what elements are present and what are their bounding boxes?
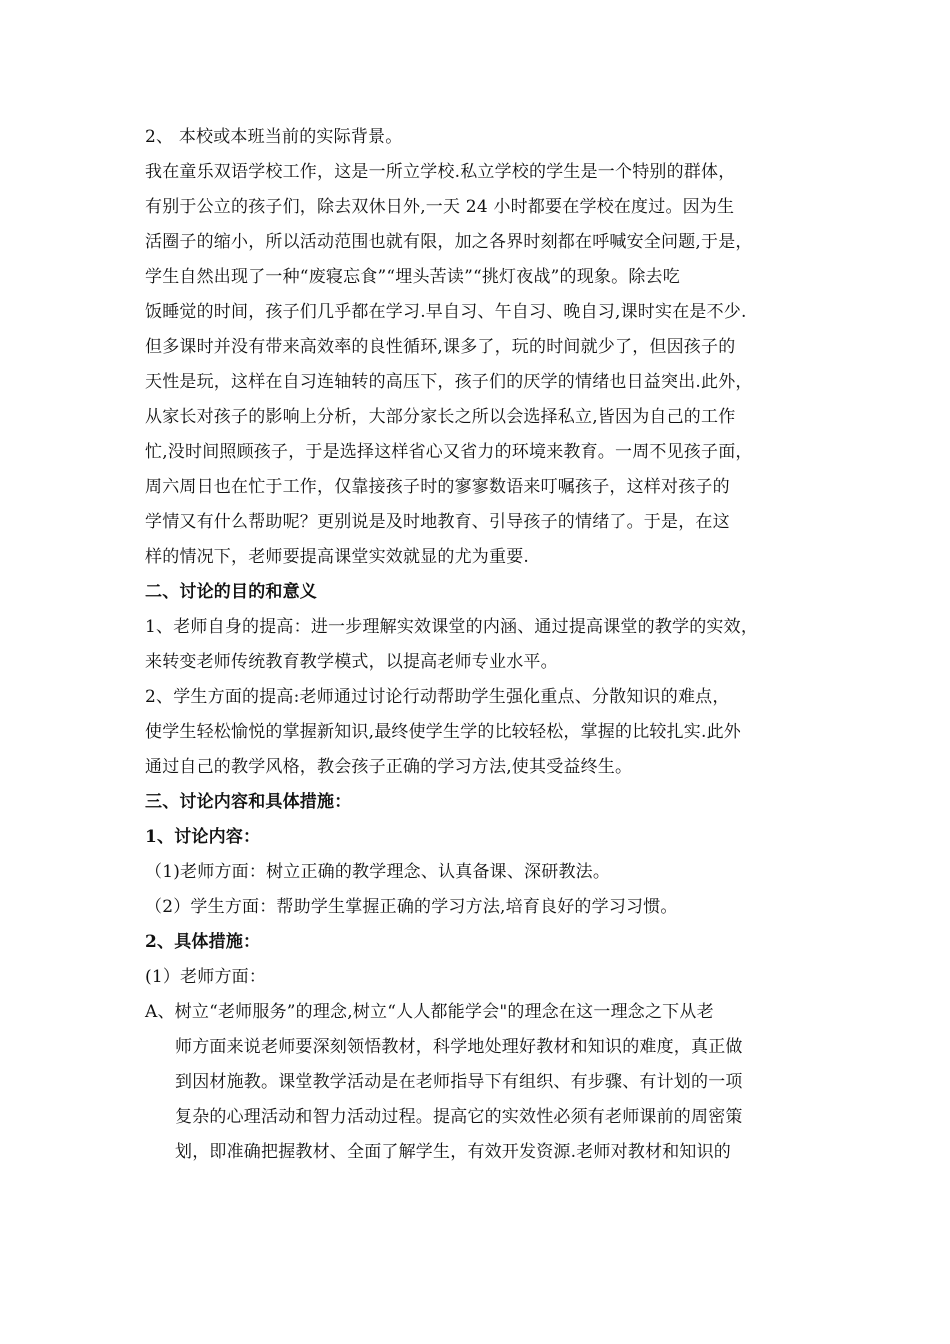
paragraph-line: 通过自己的教学风格，教会孩子正确的学习方法,使其受益终生。 <box>145 757 633 777</box>
subheading-measures: 2、具体措施： <box>145 932 261 952</box>
paragraph-line: 活圈子的缩小，所以活动范围也就有限，加之各界时刻都在呼喊安全问题,于是， <box>145 232 753 252</box>
list-item: A、树立“老师服务”的理念,树立“人人都能学会"的理念在这一理念之下从老 <box>145 1002 714 1022</box>
paragraph-line: 复杂的心理活动和智力活动过程。提高它的实效性必须有老师课前的周密策 <box>175 1107 743 1127</box>
paragraph-line: 来转变老师传统教育教学模式，以提高老师专业水平。 <box>145 652 558 672</box>
paragraph-line: 饭睡觉的时间，孩子们几乎都在学习.早自习、午自习、晚自习,课时实在是不少. <box>145 302 747 322</box>
paragraph-line: 我在童乐双语学校工作，这是一所立学校.私立学校的学生是一个特别的群体， <box>145 162 736 182</box>
paragraph-line: 忙,没时间照顾孩子，于是选择这样省心又省力的环境来教育。一周不见孩子面， <box>145 442 753 462</box>
paragraph-line: 师方面来说老师要深刻领悟教材，科学地处理好教材和知识的难度，真正做 <box>175 1037 743 1057</box>
section-heading-background: 2、 本校或本班当前的实际背景。 <box>145 127 403 147</box>
paragraph-line: 1、老师自身的提高：进一步理解实效课堂的内涵、通过提高课堂的教学的实效， <box>145 617 759 637</box>
paragraph-line: 到因材施教。课堂教学活动是在老师指导下有组织、有步骤、有计划的一项 <box>175 1072 743 1092</box>
paragraph-line: 样的情况下，老师要提高课堂实效就显的尤为重要. <box>145 547 530 567</box>
paragraph-line: 周六周日也在忙于工作，仅靠接孩子时的寥寥数语来叮嘱孩子，这样对孩子的 <box>145 477 730 497</box>
list-item: （2）学生方面：帮助学生掌握正确的学习方法,培育良好的学习习惯。 <box>145 897 678 917</box>
paragraph-line: 划，即准确把握教材、全面了解学生，有效开发资源.老师对教材和知识的 <box>175 1142 732 1162</box>
paragraph-line: 天性是玩，这样在自习连轴转的高压下，孩子们的厌学的情绪也日益突出.此外， <box>145 372 753 392</box>
subheading-content: 1、讨论内容： <box>145 827 261 847</box>
paragraph-line: 学生自然出现了一种“废寝忘食”“埋头苦读”“挑灯夜战”的现象。除去吃 <box>145 267 680 287</box>
paragraph-line: 学情又有什么帮助呢？更别说是及时地教育、引导孩子的情绪了。于是，在这 <box>145 512 730 532</box>
paragraph-line: 使学生轻松愉悦的掌握新知识,最终使学生学的比较轻松，掌握的比较扎实.此外 <box>145 722 742 742</box>
list-item: (1）老师方面： <box>145 967 267 987</box>
paragraph-line: 从家长对孩子的影响上分析，大部分家长之所以会选择私立,皆因为自己的工作 <box>145 407 736 427</box>
paragraph-line: 2、学生方面的提高:老师通过讨论行动帮助学生强化重点、分散知识的难点， <box>145 687 730 707</box>
paragraph-line: 有别于公立的孩子们，除去双休日外,一天 24 小时都要在学校在度过。因为生 <box>145 197 735 217</box>
section-heading-purpose: 二、讨论的目的和意义 <box>145 582 317 602</box>
list-item: （1)老师方面：树立正确的教学理念、认真备课、深研教法。 <box>145 862 611 882</box>
section-heading-content: 三、讨论内容和具体措施： <box>145 792 352 812</box>
paragraph-line: 但多课时并没有带来高效率的良性循环,课多了，玩的时间就少了，但因孩子的 <box>145 337 736 357</box>
